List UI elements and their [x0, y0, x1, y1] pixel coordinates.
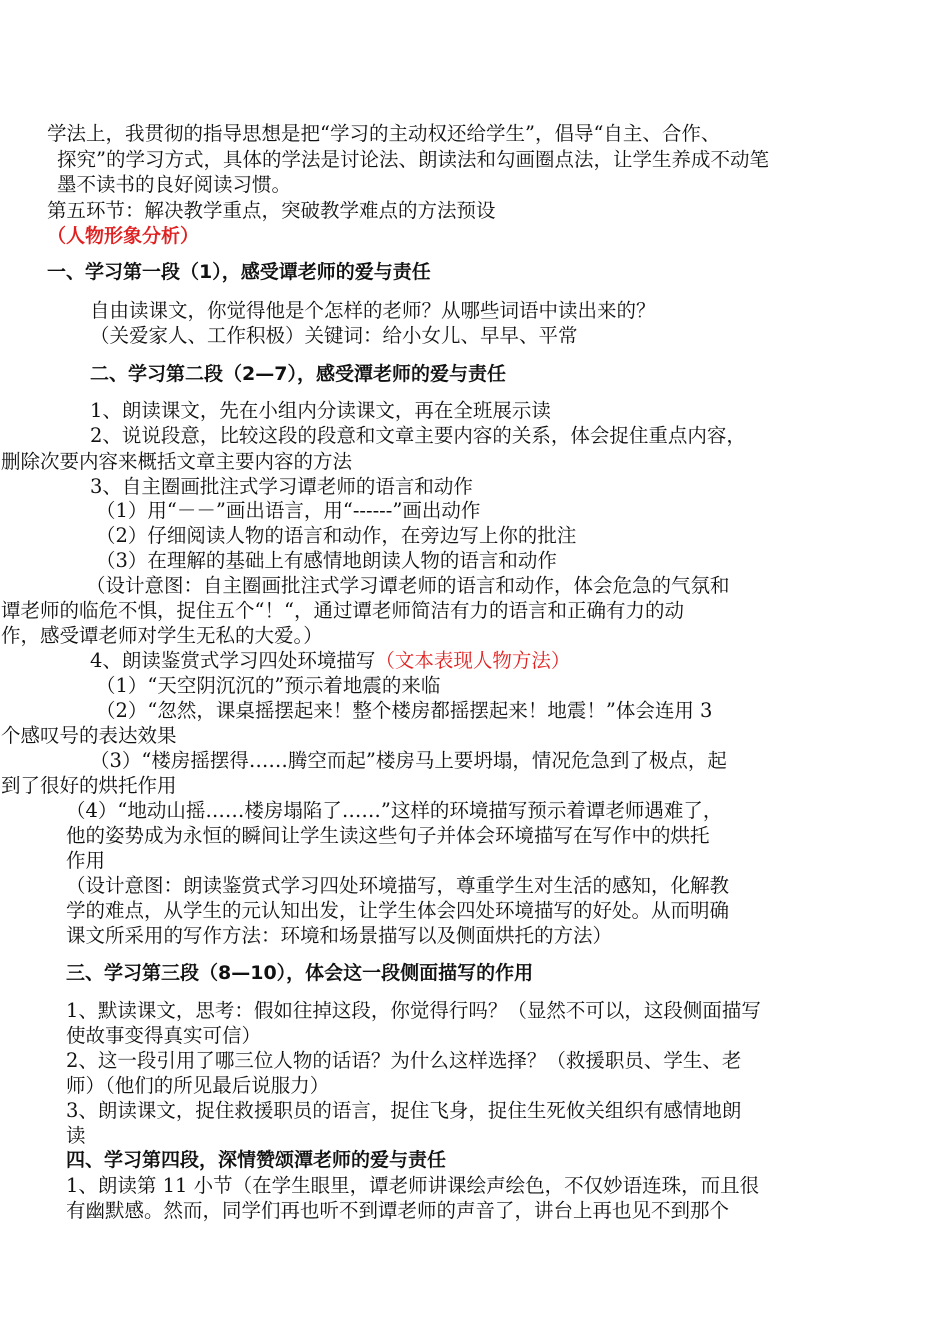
paragraph-line: 自由读课文，你觉得他是个怎样的老师？从哪些词语中读出来的？: [90, 299, 656, 322]
paragraph-line: 作，感受谭老师对学生无私的大爱。）: [1, 624, 323, 647]
paragraph-line: 2、这一段引用了哪三位人物的话语？为什么这样选择？（救援职员、学生、老: [66, 1049, 742, 1072]
paragraph-line: 探究”的学习方式，具体的学法是讨论法、朗读法和勾画圈点法，让学生养成不动笔: [57, 148, 769, 171]
paragraph-line: （1）“天空阴沉沉的”预示着地震的来临: [96, 674, 441, 697]
paragraph-line: 墨不读书的良好阅读习惯。: [57, 173, 292, 196]
paragraph-line: [90, 648, 570, 673]
paragraph-line: 学的难点，从学生的元认知出发，让学生体会四处环境描写的好处。从而明确: [66, 899, 730, 922]
paragraph-line: 1、朗读第 11 小节（在学生眼里，谭老师讲课绘声绘色，不仅妙语连珠，而且很: [66, 1174, 760, 1197]
paragraph-line: 作用: [66, 849, 106, 872]
section-heading: 三、学习第三段（8—10），体会这一段侧面描写的作用: [66, 962, 534, 984]
red-note: （文本表现人物方法）: [375, 649, 571, 672]
section-heading: 二、学习第二段（2—7），感受潭老师的爱与责任: [90, 363, 506, 385]
paragraph-line: （关爱家人、工作积极）关键词：给小女儿、早早、平常: [90, 324, 578, 347]
paragraph-line: 到了很好的烘托作用: [1, 774, 177, 797]
paragraph-line: 学法上，我贯彻的指导思想是把“学习的主动权还给学生”，倡导“自主、合作、: [47, 122, 721, 145]
line-text: 4、朗读鉴赏式学习四处环境描写: [90, 649, 376, 672]
paragraph-line: 课文所采用的写作方法：环境和场景描写以及侧面烘托的方法）: [66, 924, 613, 947]
paragraph-line: 3、朗读课文，捉住救援职员的语言，捉住飞身，捉住生死攸关组织有感情地朗: [66, 1099, 742, 1122]
paragraph-line: （3）在理解的基础上有感情地朗读人物的语言和动作: [96, 549, 557, 572]
paragraph-line: 个感叹号的表达效果: [1, 724, 177, 747]
paragraph-line: 他的姿势成为永恒的瞬间让学生读这些句子并体会环境描写在写作中的烘托: [66, 824, 710, 847]
paragraph-line: （设计意图：自主圈画批注式学习谭老师的语言和动作，体会危急的气氛和: [86, 574, 730, 597]
section-heading: 第五环节：解决教学重点，突破教学难点的方法预设: [47, 199, 496, 222]
paragraph-line: （2）仔细阅读人物的语言和动作，在旁边写上你的批注: [96, 524, 577, 547]
red-subheading: （人物形象分析）: [47, 225, 200, 247]
paragraph-line: 谭老师的临危不惧，捉住五个“！“，通过谭老师简洁有力的语言和正确有力的动: [1, 599, 684, 622]
paragraph-line: 3、自主圈画批注式学习谭老师的语言和动作: [90, 475, 473, 498]
paragraph-line: 有幽默感。然而，同学们再也听不到谭老师的声音了，讲台上再也见不到那个: [66, 1199, 730, 1222]
paragraph-line: （2）“忽然，课桌摇摆起来！整个楼房都摇摆起来！地震！”体会连用 3: [96, 699, 713, 722]
paragraph-line: 师）（他们的所见最后说服力）: [66, 1074, 330, 1097]
paragraph-line: （4）“地动山摇……楼房塌陷了……”这样的环境描写预示着谭老师遇难了，: [66, 799, 723, 822]
paragraph-line: 1、朗读课文，先在小组内分读课文，再在全班展示读: [90, 399, 551, 422]
paragraph-line: 使故事变得真实可信）: [66, 1024, 262, 1047]
section-heading: 四、学习第四段，深情赞颂潭老师的爱与责任: [66, 1149, 447, 1171]
section-heading: 一、学习第一段（1），感受谭老师的爱与责任: [47, 261, 431, 283]
paragraph-line: （3）“楼房摇摆得……腾空而起”楼房马上要坍塌，情况危急到了极点，起: [90, 749, 727, 772]
paragraph-line: 2、说说段意，比较这段的段意和文章主要内容的关系，体会捉住重点内容，: [90, 424, 746, 447]
paragraph-line: （1）用“－－”画出语言，用“------”画出动作: [96, 499, 481, 522]
paragraph-line: 读: [66, 1124, 86, 1147]
paragraph-line: （设计意图：朗读鉴赏式学习四处环境描写，尊重学生对生活的感知，化解教: [66, 874, 730, 897]
paragraph-line: 删除次要内容来概括文章主要内容的方法: [1, 450, 353, 473]
paragraph-line: 1、默读课文，思考：假如往掉这段，你觉得行吗？（显然不可以，这段侧面描写: [66, 999, 761, 1022]
